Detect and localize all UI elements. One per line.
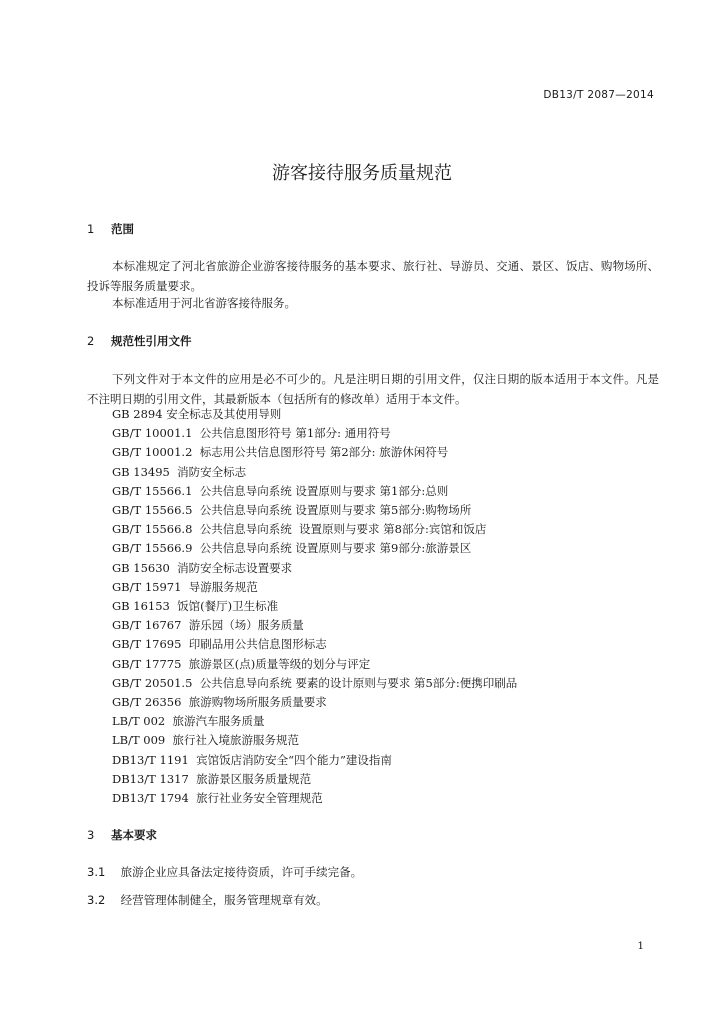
section-1-heading [87, 221, 134, 237]
clause-number: 3.1 [87, 865, 106, 879]
reference-item: GB 16153 饭馆(餐厅)卫生标准 [112, 599, 279, 614]
reference-item: LB/T 009 旅行社入境旅游服务规范 [112, 733, 300, 748]
section-2-heading [87, 333, 192, 349]
reference-item: GB 13495 消防安全标志 [112, 464, 247, 479]
reference-item: GB/T 15566.9 公共信息导向系统 设置原则与要求 第9部分:旅游景区 [112, 541, 472, 556]
section-3-heading [87, 827, 157, 843]
reference-item: GB/T 15971 导游服务规范 [112, 579, 258, 594]
section-2-title: 规范性引用文件 [111, 334, 192, 348]
reference-item: GB/T 15566.5 公共信息导向系统 设置原则与要求 第5部分:购物场所 [112, 503, 472, 518]
reference-item: GB 15630 消防安全标志设置要求 [112, 560, 293, 575]
reference-item: GB/T 15566.1 公共信息导向系统 设置原则与要求 第1部分:总则 [112, 483, 449, 498]
reference-item: GB/T 15566.8 公共信息导向系统 设置原则与要求 第8部分:宾馆和饭店 [112, 522, 487, 537]
clause-3-2 [87, 892, 328, 908]
scope-paragraph-1: 本标准规定了河北省旅游企业游客接待服务的基本要求、旅行社、导游员、交通、景区、饭店、购物场所、投诉等服务质量要求。 [87, 259, 659, 293]
page-number: 1 [637, 940, 644, 952]
reference-item: GB 2894 安全标志及其使用导则 [112, 407, 282, 421]
section-2-number: 2 [87, 334, 95, 348]
reference-item: GB/T 17775 旅游景区(点)质量等级的划分与评定 [112, 656, 371, 671]
reference-item: GB/T 17695 印刷品用公共信息图形标志 [112, 637, 327, 652]
section-1-title: 范围 [111, 222, 135, 236]
scope-paragraph-2: 本标准适用于河北省游客接待服务。 [112, 296, 296, 310]
reference-item: GB/T 16767 游乐园（场）服务质量 [112, 618, 304, 633]
section-1-number: 1 [87, 222, 95, 236]
reference-item: GB/T 26356 旅游购物场所服务质量要求 [112, 695, 327, 710]
clause-number: 3.2 [87, 893, 106, 907]
reference-item: GB/T 10001.2 标志用公共信息图形符号 第2部分: 旅游休闲符号 [112, 445, 449, 460]
clause-text: 旅游企业应具备法定接待资质，许可手续完备。 [120, 865, 363, 879]
reference-item: DB13/T 1191 宾馆饭店消防安全“四个能力”建设指南 [112, 752, 392, 767]
reference-item: GB/T 10001.1 公共信息图形符号 第1部分: 通用符号 [112, 426, 391, 441]
document-code: DB13/T 2087—2014 [543, 89, 654, 101]
reference-item: LB/T 002 旅游汽车服务质量 [112, 714, 265, 729]
references-intro: 下列文件对于本文件的应用是必不可少的。凡是注明日期的引用文件，仅注日期的版本适用于本文件。凡是不注明日期的引用文件，其最新版本（包括所有的修改单）适用于本文件。 [87, 372, 659, 406]
section-3-number: 3 [87, 828, 95, 842]
document-title: 游客接待服务质量规范 [272, 163, 452, 184]
clause-text: 经营管理体制健全，服务管理规章有效。 [120, 893, 328, 907]
reference-item: DB13/T 1317 旅游景区服务质量规范 [112, 771, 312, 786]
reference-item: DB13/T 1794 旅行社业务安全管理规范 [112, 791, 323, 806]
reference-item: GB/T 20501.5 公共信息导向系统 要素的设计原则与要求 第5部分:便携印刷品 [112, 675, 518, 690]
reference-list [112, 405, 517, 808]
section-3-title: 基本要求 [111, 828, 158, 842]
clause-3-1 [87, 864, 362, 880]
